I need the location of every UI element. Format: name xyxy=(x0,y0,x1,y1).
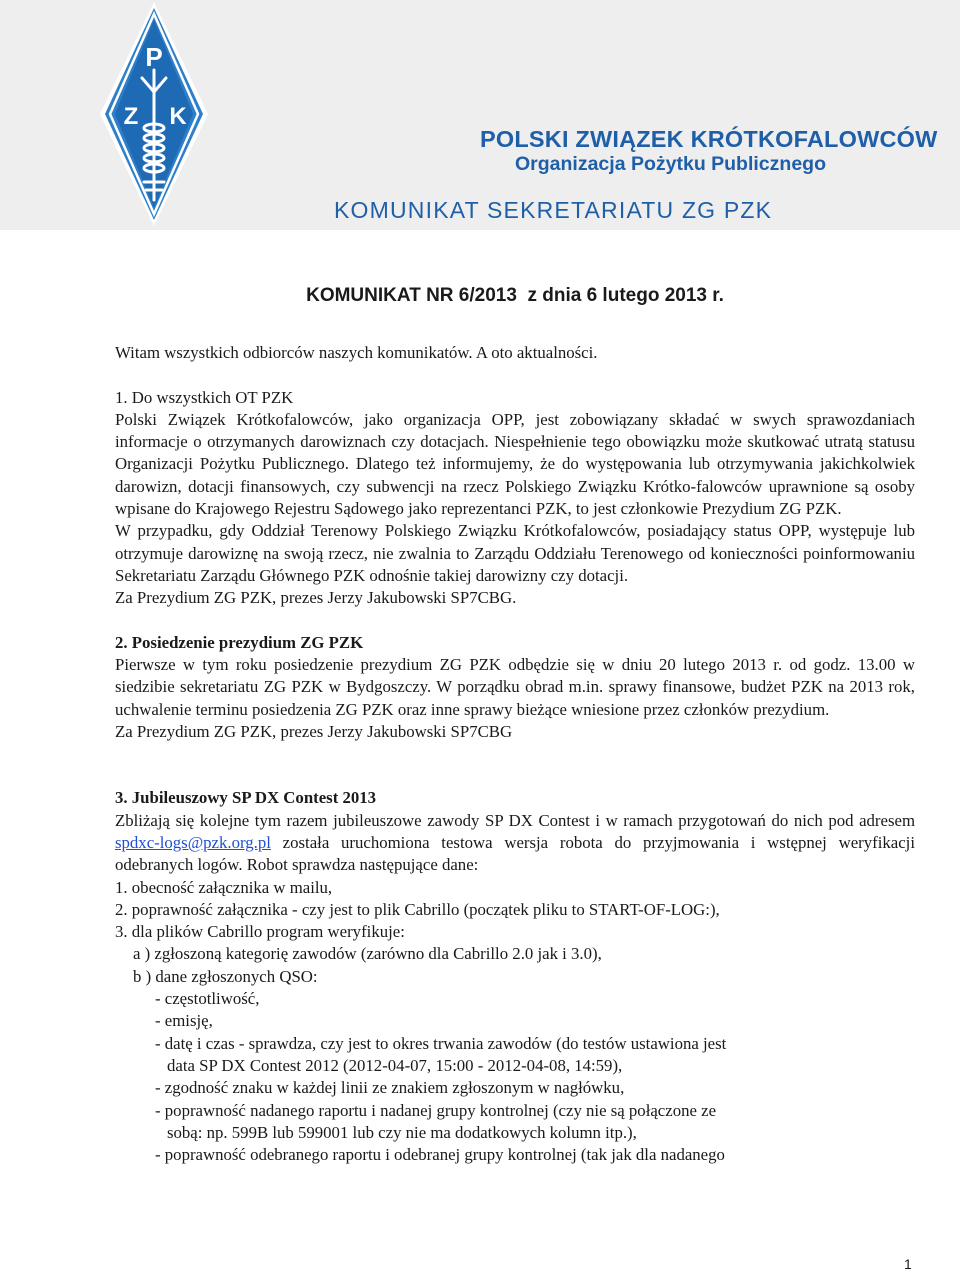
qso-check-sent-report-cont: sobą: np. 599B lub 599001 lub czy nie ma dodatkowych kolumn itp.), xyxy=(167,1122,637,1142)
section-3-paragraph-1 xyxy=(115,810,915,877)
communique-label: KOMUNIKAT SEKRETARIATU ZG PZK xyxy=(334,197,773,223)
section-1-heading: 1. Do wszystkich OT PZK xyxy=(115,387,294,407)
document-body xyxy=(115,342,915,1166)
logo-letter-p: P xyxy=(145,42,163,72)
section-2-paragraph-1: Pierwsze w tym roku posiedzenie prezydium ZG PZK odbędzie się w dniu 20 lutego 2013 r. od godz. 13.00 w siedzibie sekretariatu ZG PZK w Bydgoszczy. W porządku obrad m.in. sprawy finansowe, budżet PZK na 2013 rok, uchwalenie terminu posiedzenia ZG PZK oraz inne sprawy bieżące wniesione przez członków prezydium. xyxy=(115,655,915,719)
qso-check-sent-report: - poprawność nadanego raportu i nadanej grupy kontrolnej (czy nie są połączone ze xyxy=(155,1100,717,1120)
section-1-paragraph-2: W przypadku, gdy Oddział Terenowy Polskiego Związku Krótkofalowców, posiadający status OPP, występuje lub otrzymuje darowiznę na swoją rzecz, nie zwalnia to Zarządu Oddziału Terenowego od konieczności poinformowaniu Sekretariatu Zarządu Głównego PZK odnośnie takiej darowizny czy dotacji. xyxy=(115,521,915,585)
qso-check-callsign: - zgodność znaku w każdej linii ze znakiem zgłoszonym w nagłówku, xyxy=(155,1078,625,1098)
section-2-heading: 2. Posiedzenie prezydium ZG PZK xyxy=(115,632,364,652)
org-name: POLSKI ZWIĄZEK KRÓTKOFALOWCÓW xyxy=(480,126,938,152)
section-1-paragraph-1: Polski Związek Krótkofalowców, jako organizacja OPP, jest zobowiązany składać w swych sprawozdaniach informacje o otrzymanych darowiznach czy dotacjach. Niespełnienie tego obowiązku może skutkować utratą statusu Organizacji Pożytku Publicznego. Dlatego też informujemy, że do występowania lub otrzymywania jakichkolwiek darowizn, dotacji finansowych, czy subwencji na rzecz Polskiego Związku Krótko-falowców uprawnione są osoby wpisane do Krajowego Rejestru Sądowego jako reprezentanci PZK, to jest członkowie Prezydium ZG PZK. xyxy=(115,409,915,519)
section-3-text-after: została uruchomiona testowa wersja robota do przyjmowania i wstępnej weryfikacji odebranych logów. Robot sprawdza następujące dane: xyxy=(115,832,915,875)
check-item-3a: a ) zgłoszoną kategorię zawodów (zarówno dla Cabrillo 2.0 jak i 3.0), xyxy=(133,944,602,964)
qso-check-frequency: - częstotliwość, xyxy=(155,989,260,1009)
section-3-heading: 3. Jubileuszowy SP DX Contest 2013 xyxy=(115,788,377,808)
qso-check-datetime: - datę i czas - sprawdza, czy jest to okres trwania zawodów (do testów ustawiona jest xyxy=(155,1033,727,1053)
check-item-2: 2. poprawność załącznika - czy jest to plik Cabrillo (początek pliku to START-OF-LOG:), xyxy=(115,899,720,919)
section-3-text-before: Zbliżają się kolejne tym razem jubileuszowe zawody SP DX Contest i w ramach przygotowań do nich pod adresem xyxy=(115,810,915,830)
org-subtitle: Organizacja Pożytku Publicznego xyxy=(515,153,826,175)
section-1-signature: Za Prezydium ZG PZK, prezes Jerzy Jakubowski SP7CBG. xyxy=(115,588,517,608)
qso-check-received-report: - poprawność odebranego raportu i odebranej grupy kontrolnej (tak jak dla nadanego xyxy=(155,1145,725,1165)
letterhead xyxy=(0,0,960,230)
logo-letter-k: K xyxy=(169,103,187,130)
greeting: Witam wszystkich odbiorców naszych komunikatów. A oto aktualności. xyxy=(115,343,598,362)
qso-check-emission: - emisję, xyxy=(155,1011,213,1031)
page-number: 1 xyxy=(904,1256,912,1272)
contest-email-link[interactable]: spdxc-logs@pzk.org.pl xyxy=(115,832,271,852)
qso-check-datetime-cont: data SP DX Contest 2012 (2012-04-07, 15:00 - 2012-04-08, 14:59), xyxy=(167,1055,623,1075)
document-title: KOMUNIKAT NR 6/2013 z dnia 6 lutego 2013 r. xyxy=(306,285,724,306)
check-item-1: 1. obecność załącznika w mailu, xyxy=(115,877,333,897)
pzk-diamond-logo-icon xyxy=(98,0,210,228)
section-2-signature: Za Prezydium ZG PZK, prezes Jerzy Jakubowski SP7CBG xyxy=(115,722,513,742)
check-item-3: 3. dla plików Cabrillo program weryfikuje: xyxy=(115,922,405,942)
logo-letter-z: Z xyxy=(123,103,139,130)
check-item-3b: b ) dane zgłoszonych QSO: xyxy=(133,966,318,986)
